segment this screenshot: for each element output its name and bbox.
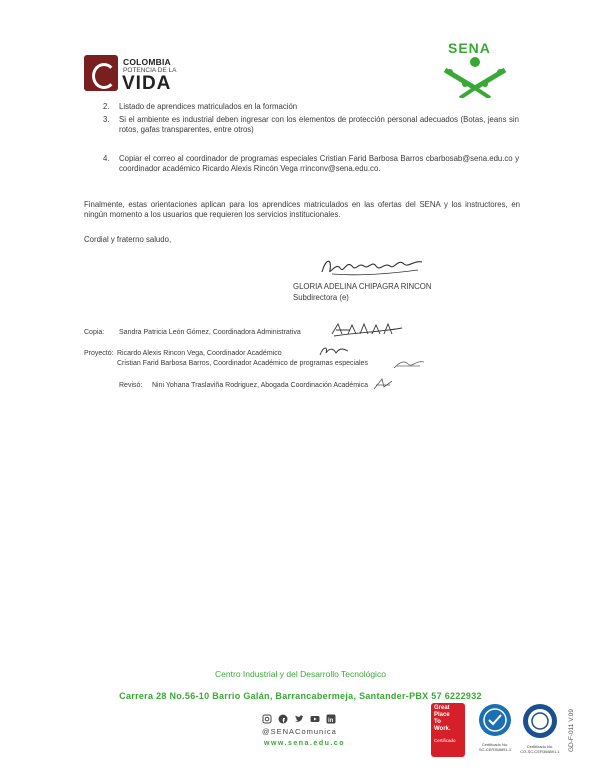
- linkedin-icon[interactable]: [326, 714, 336, 724]
- iqnet-seal-icon: [522, 703, 558, 739]
- great-place-to-work-badge: [431, 703, 465, 757]
- badge-sub: Certificado: [434, 738, 456, 743]
- item-text: Copiar el correo al coordinador de programas especiales Cristian Farid Barbosa Barros cbarbosab@sena.edu.co y coordinador académico Ricardo Alexis Rincón Vega rrinconv@sena.edu.co.: [119, 154, 519, 173]
- closing-greeting: Cordial y fraterno saludo,: [84, 235, 172, 244]
- reviso-text: Nini Yohana Traslaviña Rodriguez, Abogada Coordinación Académica: [152, 382, 368, 389]
- item-number: 4.: [103, 154, 110, 163]
- facebook-icon[interactable]: [278, 714, 288, 724]
- instagram-icon[interactable]: [262, 714, 272, 724]
- badge-line: Work.: [434, 726, 451, 732]
- proyecto-label: Proyectó:: [84, 350, 114, 357]
- icontec-seal-icon: [478, 703, 512, 737]
- colombia-potencia-de-la-vida-logo: [84, 55, 194, 95]
- copia-text: Sandra Patricia León Gómez, Coordinadora Administrativa: [119, 329, 301, 336]
- iqnet-badge: [518, 703, 562, 758]
- badge-line: Place: [434, 712, 450, 718]
- proyecto-line-1: Ricardo Alexis Rincon Vega, Coordinador Académico: [117, 350, 282, 357]
- signature-icon: [318, 254, 428, 280]
- badge-caption: Certificado No.: [526, 744, 554, 749]
- badge-line: To: [434, 719, 441, 725]
- badge-caption: CO-SC-CER358891-1: [520, 749, 560, 754]
- footer-address: Carrera 28 No.56-10 Barrio Galán, Barrancabermeja, Santander-PBX 57 6222932: [119, 691, 482, 701]
- sena-figure-icon: [440, 56, 510, 98]
- social-handle[interactable]: @SENAComunica: [262, 727, 337, 736]
- signer-title: Subdirectora (e): [293, 293, 349, 302]
- initials-signature-icon: [392, 358, 426, 370]
- svg-text:in: in: [328, 718, 334, 724]
- item-number: 3.: [103, 115, 110, 124]
- initials-signature-icon: [318, 345, 350, 357]
- final-paragraph: Finalmente, estas orientaciones aplican para los aprendices matriculados en las ofertas del SENA y los instructores, en ningún momento a los usuarios que requieren los servicios institucionales.: [84, 200, 520, 219]
- copia-label: Copia:: [84, 329, 105, 336]
- proyecto-line-2: Cristian Farid Barbosa Barros, Coordinador Académico de programas especiales: [117, 360, 368, 367]
- reviso-label: Revisó:: [119, 382, 143, 389]
- youtube-icon[interactable]: [310, 714, 320, 724]
- icontec-badge: [475, 703, 515, 758]
- social-icons: [262, 714, 336, 724]
- signer-name: GLORIA ADELINA CHIPAGRA RINCON: [293, 282, 432, 291]
- badge-caption: Certificado No.: [481, 742, 509, 747]
- website-link[interactable]: www.sena.edu.co: [264, 740, 345, 747]
- footer-center-name: Centro Industrial y del Desarrollo Tecnológico: [215, 669, 386, 679]
- logo-line-1: COLOMBIA: [123, 57, 171, 67]
- initials-signature-icon: [330, 322, 405, 338]
- logo-line-2: POTENCIA DE LA: [123, 67, 177, 74]
- logo-line-3: VIDA: [122, 73, 172, 94]
- item-number: 2.: [103, 102, 110, 111]
- item-text: Si el ambiente es industrial deben ingresar con los elementos de protección personal adecuados (Botas, jeans sin rotos, gafas transparentes, entre otros): [119, 115, 519, 134]
- initials-signature-icon: [372, 377, 394, 391]
- form-code: GD-F-011 V.09: [568, 709, 575, 752]
- item-text: Listado de aprendices matriculados en la formación: [119, 102, 298, 111]
- colombia-logo-mark-icon: [84, 55, 118, 91]
- sena-logo: [440, 40, 530, 96]
- twitter-icon[interactable]: [294, 714, 304, 724]
- badge-line: Great: [434, 705, 450, 711]
- badge-caption: SC-CER358891-1: [478, 747, 512, 752]
- sena-logo-text: SENA: [448, 40, 491, 56]
